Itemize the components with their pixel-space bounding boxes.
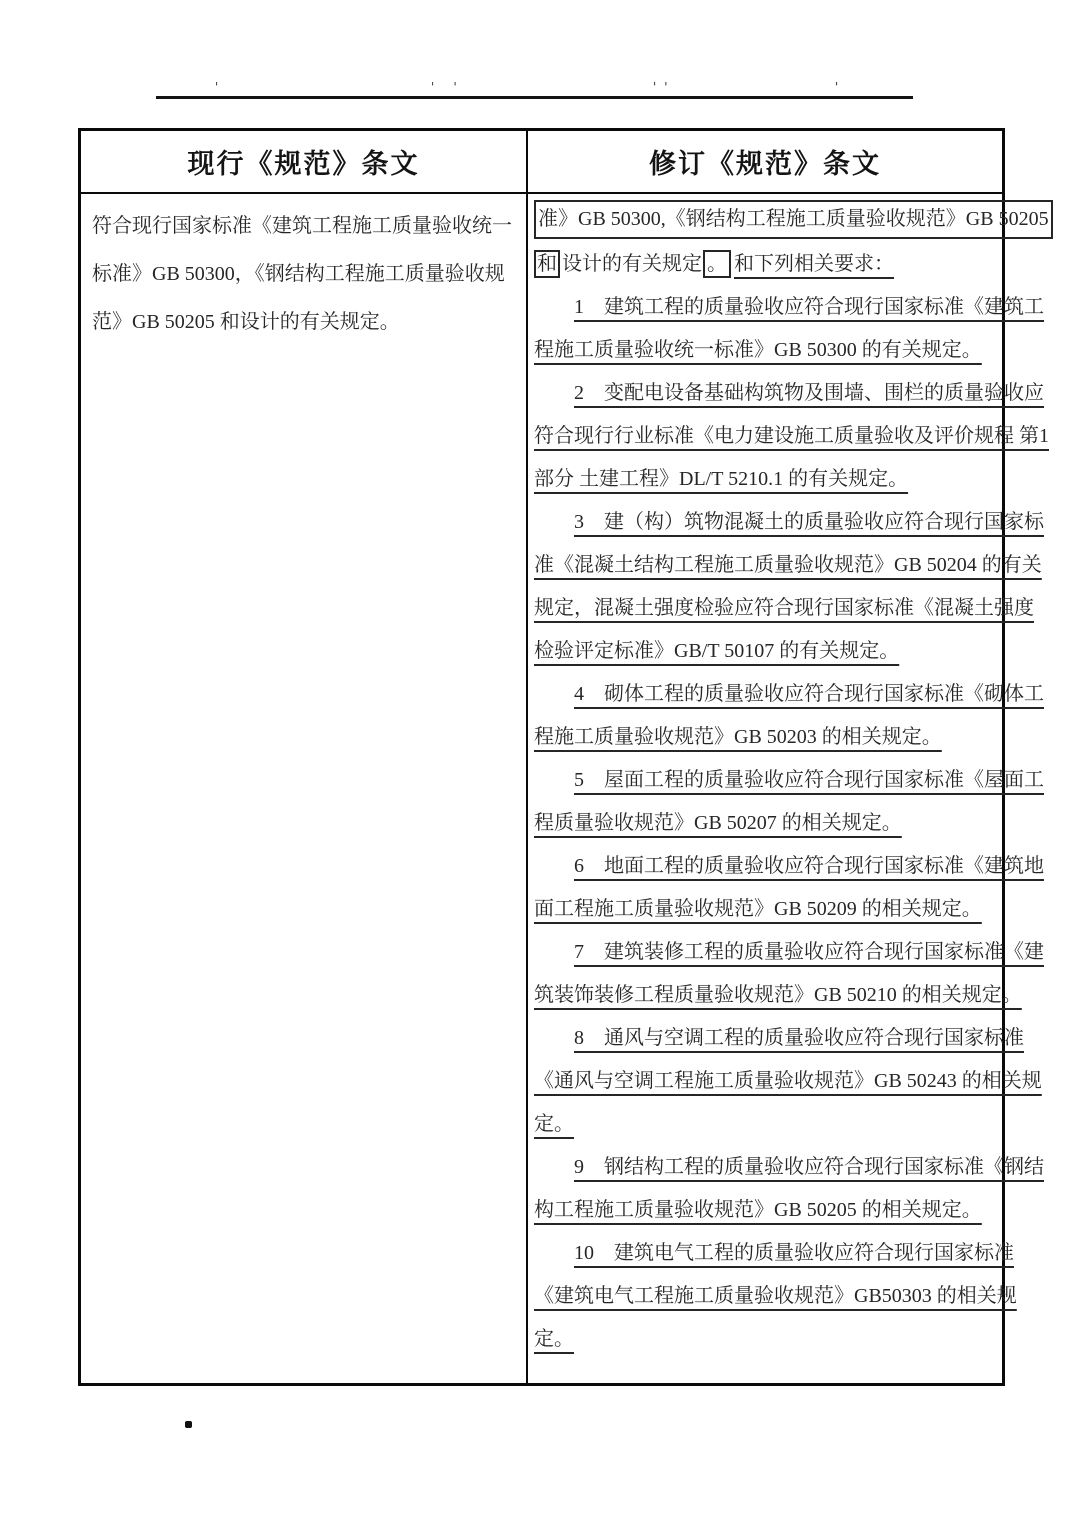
- scan-artifact-dot: [185, 1421, 192, 1428]
- revision-item-5: 5 屋面工程的质量验收应符合现行国家标准《屋面工程质量验收规范》GB 50207 的相关规定。: [534, 769, 1044, 834]
- scan-artifact-mark: ': [213, 80, 225, 94]
- intro-underlined-lead: 和下列相关要求：: [734, 253, 894, 275]
- revision-item-2: 2 变配电设备基础构筑物及围墙、围栏的质量验收应符合现行行业标准《电力建设施工质量验收及评价规程 第1部分 土建工程》DL/T 5210.1 的有关规定。: [534, 382, 1049, 490]
- column-header-current-spec: 现行《规范》条文: [81, 131, 528, 192]
- current-spec-text: 符合现行国家标准《建筑工程施工质量验收统一标准》GB 50300，《钢结构工程施工质量验收规范》GB 50205 和设计的有关规定。: [92, 215, 512, 333]
- revision-item-8: 8 通风与空调工程的质量验收应符合现行国家标准《通风与空调工程施工质量验收规范》GB 50243 的相关规定。: [534, 1027, 1042, 1135]
- page-top-rule: [156, 96, 913, 99]
- scan-artifact-mark: '': [651, 80, 674, 94]
- boxed-punctuation: 。: [703, 250, 731, 278]
- revised-spec-cell: [528, 194, 1058, 1383]
- table-body-row: [81, 194, 1049, 1383]
- revision-item-10: 10 建筑电气工程的质量验收应符合现行国家标准《建筑电气工程施工质量验收规范》GB50303 的相关规定。: [534, 1242, 1017, 1350]
- scan-artifact-mark: ' ': [429, 80, 463, 94]
- revision-item-3: 3 建（构）筑物混凝土的质量验收应符合现行国家标准《混凝土结构工程施工质量验收规范》GB 50204 的有关规定，混凝土强度检验应符合现行国家标准《混凝土强度检验评定标准》GB/T 50107 的有关规定。: [534, 511, 1044, 662]
- current-spec-cell: [81, 194, 528, 1383]
- spec-comparison-table: [78, 128, 1049, 1386]
- boxed-char: 和: [534, 250, 560, 278]
- intro-plain-text: 设计的有关规定: [562, 253, 702, 275]
- column-header-revised-spec: 修订《规范》条文: [649, 149, 881, 179]
- table-header-row: [81, 131, 1002, 194]
- scan-artifact-mark: ': [833, 80, 845, 94]
- revision-item-4: 4 砌体工程的质量验收应符合现行国家标准《砌体工程施工质量验收规范》GB 50203 的相关规定。: [534, 683, 1044, 748]
- revision-item-1: 1 建筑工程的质量验收应符合现行国家标准《建筑工程施工质量验收统一标准》GB 50300 的有关规定。: [534, 296, 1044, 361]
- boxed-changed-line: 准》GB 50300,《钢结构工程施工质量验收规范》GB 50205: [534, 200, 1053, 239]
- revision-item-6: 6 地面工程的质量验收应符合现行国家标准《建筑地面工程施工质量验收规范》GB 50209 的相关规定。: [534, 855, 1044, 920]
- revision-item-7: 7 建筑装修工程的质量验收应符合现行国家标准《建筑装饰装修工程质量验收规范》GB 50210 的相关规定。: [534, 941, 1044, 1006]
- revision-item-9: 9 钢结构工程的质量验收应符合现行国家标准《钢结构工程施工质量验收规范》GB 50205 的相关规定。: [534, 1156, 1044, 1221]
- intro-line: [534, 243, 1053, 286]
